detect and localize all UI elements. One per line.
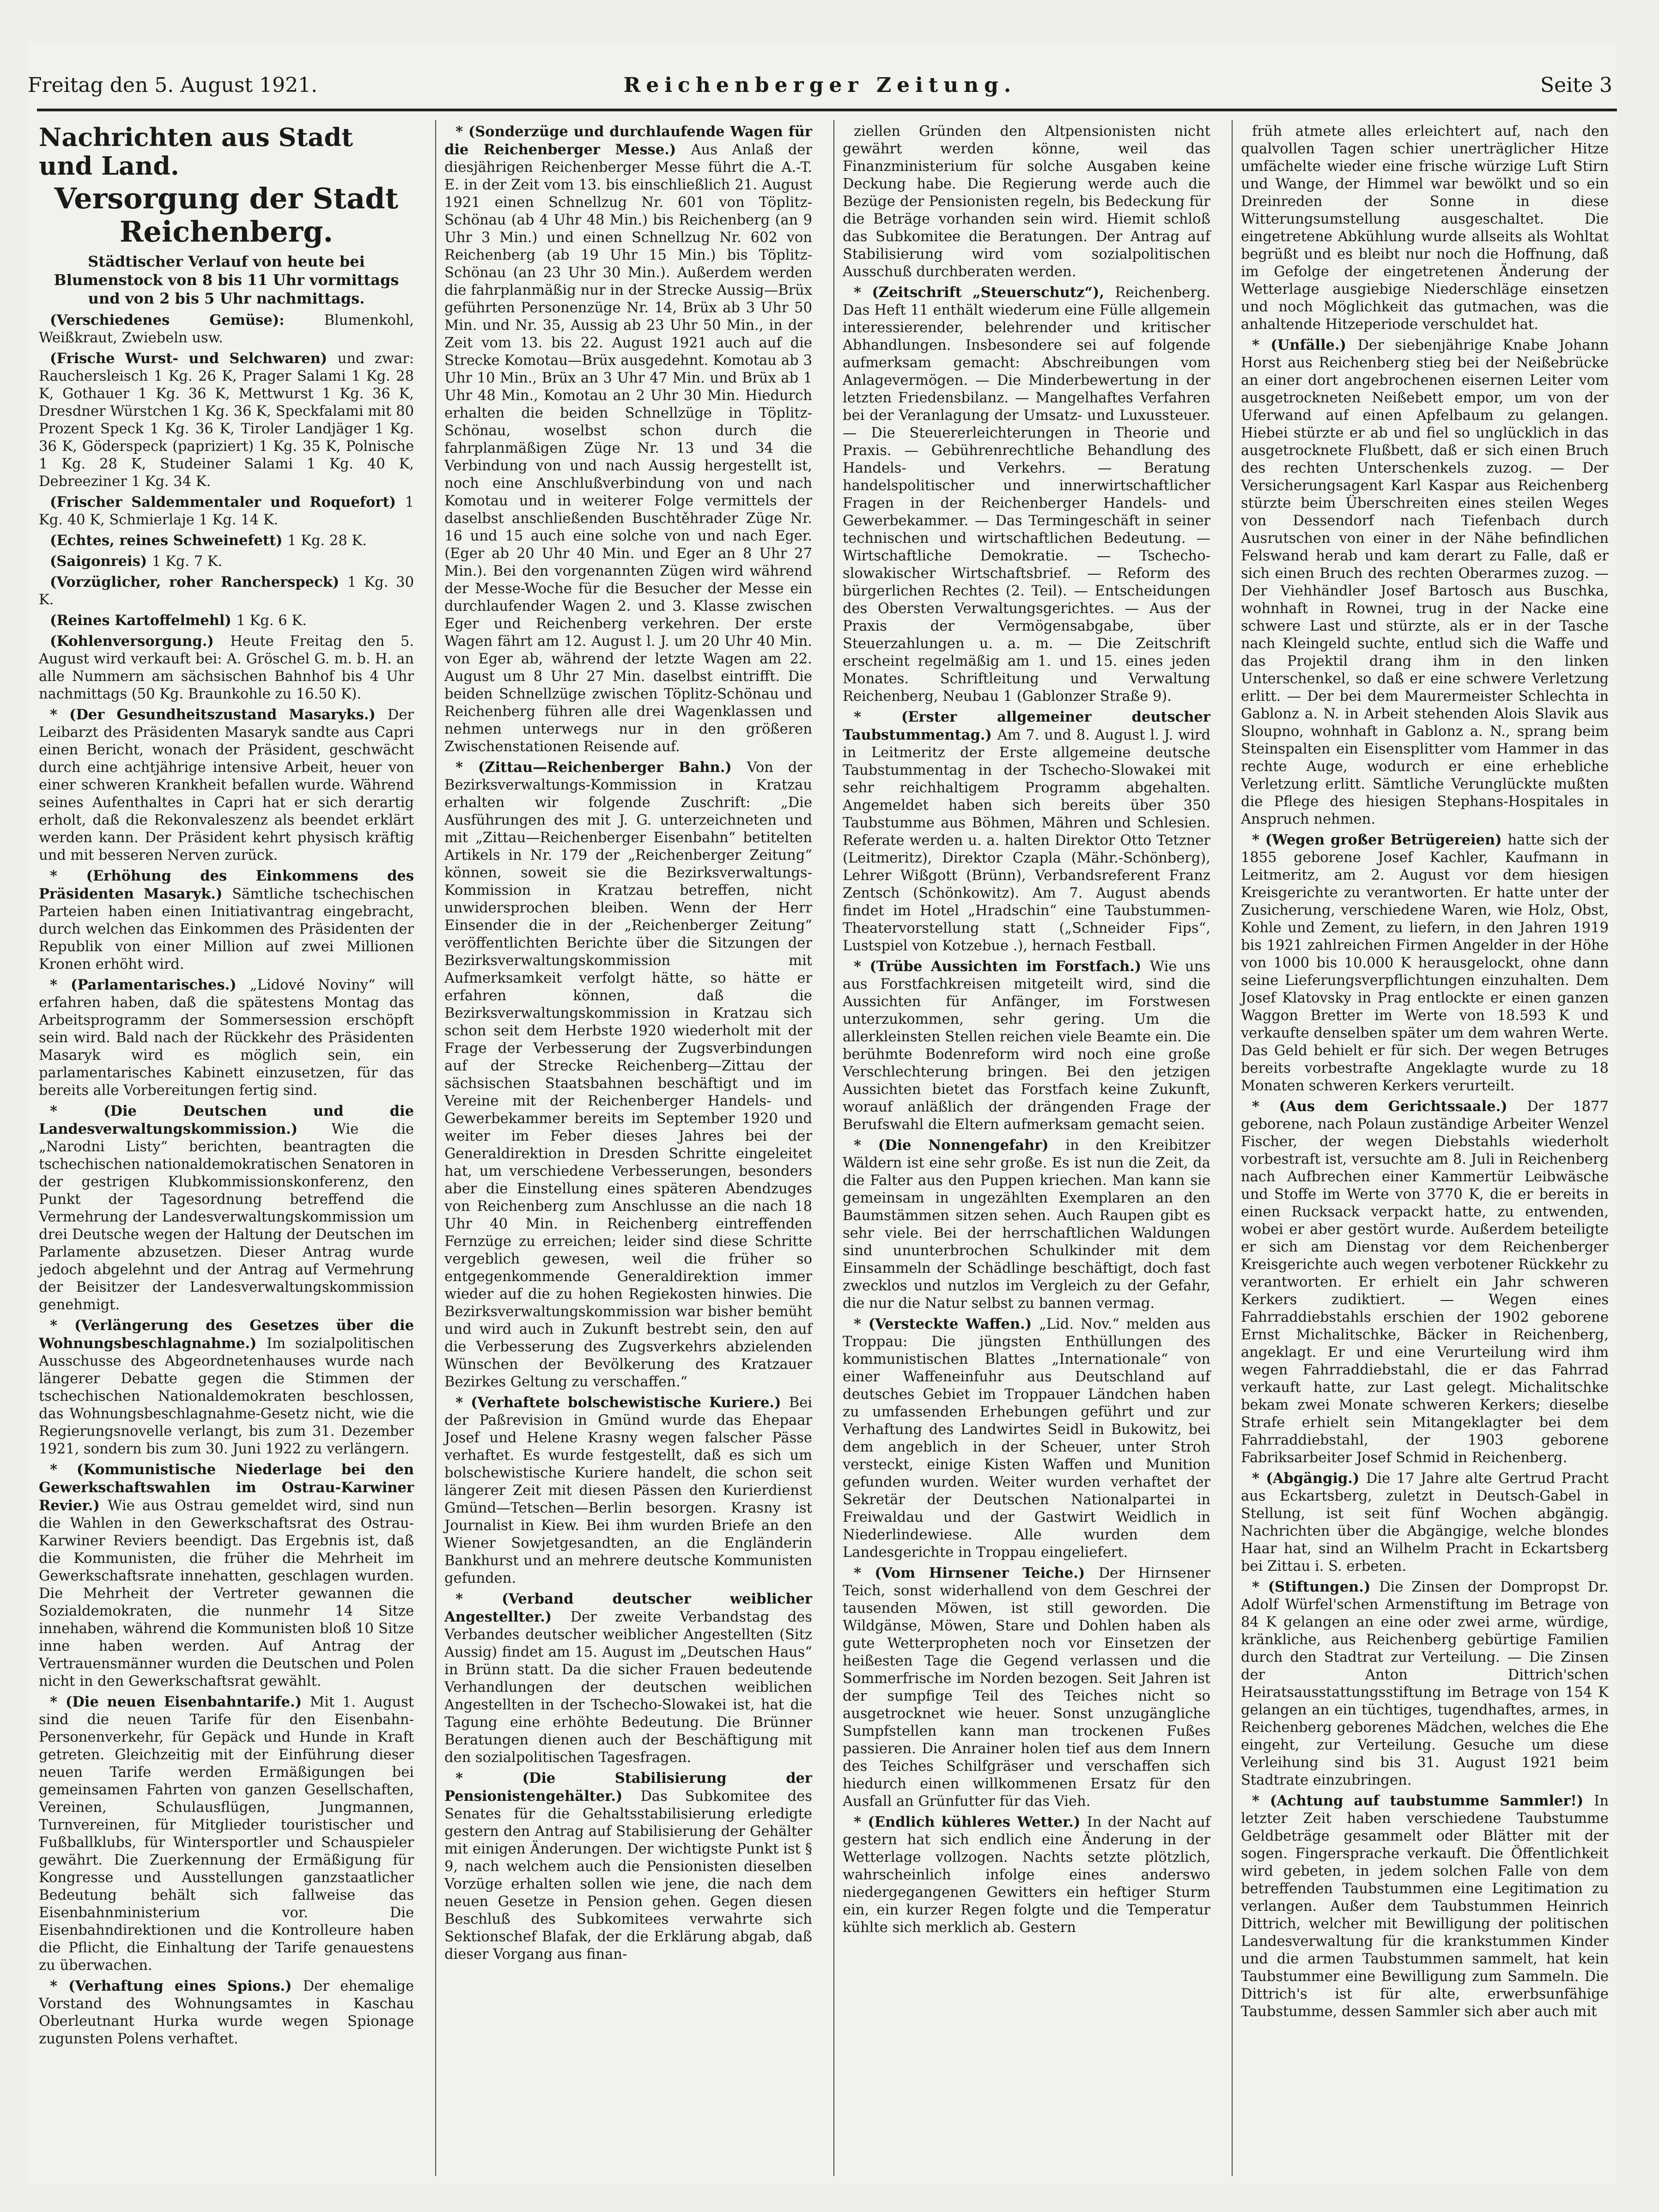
article-text: in den Kreibitzer Wäldern ist eine sehr große. Es ist nun die Zeit, da die Falter aus den Puppen kriechen. Man kann sie gemeinsam in ungezählten Exemplaren an den Baumstämmen sitzen sehen. Auch Raupen gibt es sehr viele. Bei der herrschaftlichen Waldungen sind ununterbrochen Schulkinder mit dem Einsammeln der Schädlinge beschäftigt, doch fast zwecklos und nutzlos im Vergleich zu der Gefahr, die nur die Natur selbst zu bannen vermag.: [843, 1137, 1210, 1312]
article-lead: * (Wegen großer Betrügereien): [1252, 832, 1508, 848]
article-paragraph: [843, 958, 1210, 1134]
text-columns: [37, 120, 1617, 2176]
article-text: 1 Kg. 28 K.: [287, 533, 367, 549]
article-paragraph: [39, 867, 414, 973]
article-text: Bei der Paßrevision in Gmünd wurde das Ehepaar Josef und Helene Krasny wegen falscher Pässe verhaftet. Es wurde festgestellt, daß es sich um bolschewistische Kuriere handelt, die schon seit längerer Zeit mit diesen Pässen den Kurierdienst Gmünd—Tetschen—Berlin besorgen. Krasny ist Journalist in Kiew. Bei ihm wurden Briefe an den Wiener Sowjetgesandten, an die Engländerin Bankhurst und an mehrere deutsche Kommunisten gefunden.: [444, 1395, 812, 1586]
column-4: [1232, 120, 1617, 2176]
article-headline: Versorgung der Stadt Reichenberg.: [54, 182, 399, 249]
article-lead: * (Verhaftung eines Spions.): [50, 1978, 303, 1994]
section-heading: Nachrichten aus Stadt und Land.: [39, 122, 353, 181]
article-paragraph: [39, 532, 414, 550]
article-paragraph: [39, 1977, 414, 2048]
article-paragraph: [444, 123, 812, 756]
article-text: Am 7. und 8. August l. J. wird in Leitmeritz der Erste allgemeine deutsche Taubstummentag in der Tschecho-Slowakei mit sehr reichhaltigem Programm abgehalten. Angemeldet haben sich bereits über 350 Taubstumme aus Böhmen, Mähren und Schlesien. Referate werden u. a. halten Direktor Otto Tetzner (Leitmeritz), Direktor Czapla (Mähr.-Schönberg), Lehrer Wißgott (Brünn), Verbandsreferent Franz Zentsch (Schönkowitz). Am 7. August abends findet im Hotel „Hradschin“ eine Taubstummen-Theatervorstellung statt („Schneider Fips“, Lustspiel von Kotzebue .), hernach Festball.: [843, 727, 1210, 954]
article-text: Der siebenjährige Knabe Johann Horst aus Reichenberg stieg bei der Neißebrücke an einer dort angebrochenen eisernen Leiter vom ausgetrockneten Neißebett empor, um von der Uferwand auf einen Apfelbaum zu gelangen. Hiebei stürzte er ab und fiel so unglücklich in das ausgetrocknete Flußbett, daß er sich einen Bruch des rechten Unterschenkels zuzog. — Der Versicherungsagent Karl Kaspar aus Reichenberg stürzte beim Überschreiten eines steilen Weges von Dessendorf nach Tiefenbach durch Ausrutschen von einer in der Nähe befindlichen Felswand herab und kam derart zu Falle, daß er sich einen Bruch des rechten Oberarmes zuzog. — Der Viehhändler Josef Bartosch aus Buschka, wohnhaft in Rownei, trug in der Nacke eine schwere Last und stürzte, als er in der Tasche nach Kleingeld suchte, entlud sich die Waffe und das Projektil drang ihm in den linken Unterschenkel, so daß er eine schwere Verletzung erlitt. — Der bei dem Maurermeister Schlechta in Gablonz a. N. in Arbeit stehenden Alois Slavik aus Sloupno, wohnhaft in Gablonz a. N., sprang beim Steinspalten ein Eisensplitter vom Hammer in das rechte Auge, wodurch er eine erhebliche Verletzung erlitt. Sämtliche Verunglückte mußten die Pflege des hiesigen Stephans-Hospitales in Anspruch nehmen.: [1241, 337, 1609, 827]
article-paragraph: [843, 1813, 1210, 1937]
article-paragraph: [1241, 1098, 1609, 1467]
article-text: Der 1877 geborene, nach Polaun zuständige Arbeiter Wenzel Fischer, der wegen Diebstahls wiederholt vorbestraft ist, versuchte am 8. Juli in Reichenberg nach Aufbrechen einer Kammertür Leibwäsche und Stoffe im Werte von 3770 K, die er bereits in einen Rucksack verpackt hatte, zu entwenden, wobei er aber gestört wurde. Außerdem beteiligte er sich am Dienstag vor dem Reichenberger Kreisgerichte auch wegen verbotener Rückkehr zu verantworten. Er erhielt ein Jahr schweren Kerkers zudiktiert. — Wegen eines Fahrraddiebstahls erschien der 1902 geborene Ernst Michalitschke, Bäcker in Reichenberg, angeklagt. Er und eine Verurteilung wird ihm wegen Fahrraddiebstahl, die er das Fahrrad verkauft hatte, zur Last gelegt. Michalitschke bekam zwei Monate schweren Kerkers; dieselbe Strafe erhielt sein Mitangeklagter bei dem Fahrraddiebstahl, der 1903 geborene Fabriksarbeiter Josef Schmid in Reichenberg.: [1241, 1099, 1609, 1466]
article-text: In der Nacht auf gestern hat sich endlich eine Änderung in der Wetterlage vollzogen. Nachts setzte plötzlich, wahrscheinlich infolge eines anderswo niedergegangenen Gewitters ein heftiger Sturm ein, ein kurzer Regen folgte und die Temperatur kühlte sich merklich ab. Gestern: [843, 1814, 1210, 1936]
article-lead: (Vorzüglicher, roher Rancherspeck): [50, 574, 348, 590]
article-lead: * (Die Nonnengefahr): [854, 1137, 1066, 1154]
article-lead: * (Aus dem Gerichtssaale.): [1252, 1098, 1527, 1115]
article-text: Heute Freitag den 5. August wird verkauft bei: A. Gröschel G. m. b. H. an alle Nummern am sächsischen Bahnhof bis 4 Uhr nachmittags (50 Kg. Braunkohle zu 16.50 K).: [39, 633, 414, 702]
article-text: Das Subkomitee des Senates für die Gehaltsstabilisierung erledigte gestern den Antrag auf Stabilisierung der Gehälter mit einigen Änderungen. Der wichtigste Punkt ist § 9, nach welchem auch die Pensionisten dieselben Vorzüge erhalten sollen wie jene, die nach dem neuen Gesetze in Pension gehen. Gegen diesen Beschluß des Subkomitees verwahrte sich Sektionschef Blafak, der die Erklärung abgab, daß dieser Vorgang aus finan-: [444, 1788, 812, 1963]
article-text: früh atmete alles erleichtert auf, nach den qualvollen Tagen schier unerträglicher Hitze umfächelte wieder eine frische würzige Luft Stirn und Wange, der Himmel war bewölkt und so ein Dreinreden der Sonne in diese Witterungsumstellung ausgeschaltet. Die eingetretene Abkühlung wurde allseits als Wohltat begrüßt und es bleibt nur noch die Hoffnung, daß im Gefolge der eingetretenen Änderung der Wetterlage ausgiebige Niederschläge einsetzen und noch Möglichkeit das gutmachen, was die anhaltende Hitzeperiode verschuldet hat.: [1241, 123, 1609, 333]
article-lead: * (Zeitschrift „Steuerschutz“),: [854, 284, 1115, 301]
article-lead: * (Die Stabilisierung der Pensionistengehälter.): [444, 1770, 812, 1805]
article-lead: * (Kommunistische Niederlage bei den Gewerkschaftswahlen im Ostrau-Karwiner Revier.): [39, 1461, 414, 1514]
article-paragraph: [39, 706, 414, 864]
article-lead: * (Erster allgemeiner deutscher Taubstummentag.): [843, 709, 1210, 743]
header-rule: [37, 109, 1617, 111]
article-lead: (Reines Kartoffelmehl): [50, 612, 237, 629]
article-text: Blumenkohl, Weißkraut, Zwiebeln usw.: [39, 312, 414, 346]
article-paragraph: [444, 1590, 812, 1767]
article-lead: (Kohlenversorgung.): [50, 633, 231, 650]
article-text: Die Zinsen der Dompropst Dr. Adolf Würfel'schen Armenstiftung im Betrage von 84 K gelangen an eine oder zwei arme, würdige, kränkliche, aus Reichenberg gebürtige Familien durch den Stadtrat zur Verteilung. — Die Zinsen der Anton Dittrich'schen Heiratsausstattungsstiftung im Betrage von 154 K gelangen an ein tüchtiges, tugendhaftes, armes, in Reichenberg geborenes Mädchen, welches die Ehe eingeht, zur Verteilung. Gesuche um diese Verleihung sind bis 31. August 1921 beim Stadtrate einzubringen.: [1241, 1579, 1609, 1788]
article-paragraph: [1241, 1792, 1609, 2021]
article-paragraph: [1241, 831, 1609, 1095]
article-lead: * (Erhöhung des Einkommens des Präsidenten Masaryk.): [39, 868, 414, 902]
article-paragraph: [843, 1315, 1210, 1562]
article-paragraph: [1241, 1578, 1609, 1789]
article-text: Im sozialpolitischen Ausschusse des Abgeordnetenhauses wurde nach längerer Debatte gegen die Stimmen der tschechischen Nationaldemokraten beschlossen, das Wohnungsbeschlagnahme-Gesetz nicht, wie die Regierungsnovelle verlangt, bis zum 31. Dezember 1921, sondern bis zum 30. Juni 1922 zu verlängern.: [39, 1336, 414, 1457]
article-lead: * (Sonderzüge und durchlaufende Wagen für die Reichenberger Messe.): [444, 123, 812, 158]
article-paragraph: [39, 1693, 414, 1975]
article-lead: * (Die neuen Eisenbahntarife.): [50, 1694, 310, 1710]
article-text: hatte sich der 1855 geborene Josef Kachler, Kaufmann in Leitmeritz, am 2. August vor dem hiesigen Kreisgerichte zu verantworten. Er hatte unter der Zusicherung, verschiedene Waren, wie Holz, Obst, Kohle und Zement, zu liefern, in den Jahren 1919 bis 1921 zahlreichen Firmen Angelder in der Höhe von 1000 bis 10.000 K herausgelockt, ohne dann seine Lieferungsverpflichtungen einzuhalten. Dem Josef Klatovsky in Prag entlockte er einen ganzen Waggon Bretter im Werte von 18.593 K und verkaufte denselben später um dem wahren Werte. Das Geld behielt er für sich. Der wegen Betruges bereits vorbestrafte Angeklagte wurde zu 18 Monaten schweren Kerkers verurteilt.: [1241, 832, 1609, 1094]
article-text: Von der Bezirksverwaltungs-Kommission in Kratzau erhalten wir folgende Zuschrift: „Die Ausführungen des mit J. G. unterzeichneten und mit „Zittau—Reichenberger Eisenbahn“ betitelten Artikels in Nr. 179 der „Reichenberger Zeitung“ können, soweit sie die Bezirksverwaltungs-Kommission in Kratzau betreffen, nicht unwidersprochen bleiben. Wenn der Herr Einsender die in der „Reichenberger Zeitung“ veröffentlichten Berichte über die Sitzungen der Bezirksverwaltungskommission mit Aufmerksamkeit verfolgt hätte, so hätte er erfahren können, daß die Bezirksverwaltungskommission in Kratzau sich schon seit dem Herbste 1920 wiederholt mit der Frage der Verbesserung der Zugsverbindungen auf der Strecke Reichenberg—Zittau der sächsischen Staatsbahnen beschäftigt und im Vereine mit der Reichenberger Handels- und Gewerbekammer bereits im September 1920 und weiter im Feber dieses Jahres bei der Generaldirektion in Dresden Schritte eingeleitet hat, um verschiedene Verbesserungen, besonders aber die Einstellung eines späteren Abendzuges von Reichenberg zum Anschlusse an die nach 18 Uhr 40 Min. in Reichenberg eintreffenden Fernzüge zu erreichen; leider sind diese Schritte vergeblich gewesen, weil die früher so entgegenkommende Generaldirektion immer wieder auf die zu hohen Regiekosten hinwies. Die Bezirksverwaltungskommission war bisher bemüht und wird auch in Zukunft bestrebt sein, den auf die Verbesserung des Zugsverkehrs abzielenden Wünschen der Bevölkerung des Kratzauer Bezirkes Geltung zu verschaffen.“: [444, 760, 812, 1390]
article-paragraph: [843, 708, 1210, 955]
article-lead: * (Der Gesundheitszustand Masaryks.): [50, 706, 388, 723]
article-text: Sämtliche tschechischen Parteien haben einen Initiativantrag eingebracht, durch welchen das Einkommen des Präsidenten der Republik von einer Million auf zwei Millionen Kronen erhöht wird.: [39, 886, 414, 972]
article-lead: (Frischer Saldemmentaler und Roquefort): [50, 494, 405, 510]
article-paragraph: [843, 1564, 1210, 1811]
article-text: 1 Kg. 40 K, Schmierlaje 1 Kg. 14 K.: [39, 494, 414, 528]
article-paragraph: [39, 573, 414, 609]
article-text: Reichenberg. Das Heft 11 enthält wiederum eine Fülle allgemein interessierender, belehrender und kritischer Abhandlungen. Insbesondere sei auf folgende aufmerksam gemacht: Abschreibungen vom Anlagevermögen. — Die Minderbewertung in der letzten Friedensbilanz. — Mangelhaftes Verfahren bei der Veranlagung der Umsatz- und Luxussteuer. — Die Steuererleichterungen in Theorie und Praxis. — Gebührenrechtliche Behandlung des Handels- und Verkehrs. — Beratung handelspolitischer und innerwirtschaftlicher Fragen in der Reichenberger Handels- und Gewerbekammer. — Das Termingeschäft in seiner technischen und wirtschaftlichen Bedeutung. — Wirtschaftliche Demokratie. — Tschecho-slowakischer Wirtschaftsbrief. — Reform des bürgerlichen Rechtes (2. Teil). — Entscheidungen des Obersten Verwaltungsgerichtes. — Aus der Praxis der Vermögensabgabe, über Steuerzahlungen u. a. m. — Die Zeitschrift erscheint regelmäßig am 1. und 15. eines jeden Monates. Schriftleitung und Verwaltung Reichenberg, Neubau 1 (Gablonzer Straße 9).: [843, 285, 1210, 705]
article-paragraph: [1241, 1470, 1609, 1575]
article-paragraph: [39, 493, 414, 529]
article-lead: * (Stiftungen.): [1252, 1579, 1379, 1595]
article-lead: * (Unfälle.): [1252, 337, 1358, 353]
page-number: Seite 3: [1540, 73, 1612, 97]
article-lead: * (Achtung auf taubstumme Sammler!): [1252, 1793, 1594, 1809]
article-text: „Lid. Nov.“ melden aus Troppau: Die jüngsten Enthüllungen des kommunistischen Blattes „Internationale“ von einer Waffeneinfuhr aus Deutschland auf deutsches Gebiet im Troppauer Ländchen haben zu umfassenden Erhebungen geführt und zur Verhaftung des Landwirtes Seidl in Bukowitz, bei dem angeblich in der Scheuer, unter Stroh versteckt, einige Kisten Waffen und Munition gefunden wurden. Weiter wurden verhaftet der Sekretär der Deutschen Nationalpartei in Freiwaldau und der Gastwirt Weidlich in Niederlindewiese. Alle wurden dem Landesgerichte in Troppau eingeliefert.: [843, 1316, 1210, 1561]
column-1: [37, 120, 422, 2176]
article-lead: * (Abgängig.): [1252, 1470, 1366, 1487]
article-paragraph: [843, 123, 1210, 281]
article-text: Der Hirnsener Teich, sonst widerhallend von dem Geschrei der tausenden Möwen, ist still geworden. Die Wildgänse, Möwen, Stare und Dohlen haben als gute Wetterpropheten noch vor Einsetzen der heißesten Tage die Gegend verlassen und die Sommerfrische im Norden bezogen. Seit Jahren ist der sumpfige Teil des Teiches nicht so ausgetrocknet wie heuer. Sonst unzugängliche Sumpfstellen kann man trockenen Fußes passieren. Die Anrainer holen tief aus dem Innern des Teiches Schilfgräser und verschaffen sich hiedurch einen willkommenen Ersatz für den Ausfall an Grünfutter für das Vieh.: [843, 1565, 1210, 1810]
article-text: Der ehemalige Vorstand des Wohnungsamtes in Kaschau Oberleutnant Hurka wurde wegen Spionage zugunsten Polens verhaftet.: [39, 1978, 414, 2047]
article-paragraph: [39, 632, 414, 703]
article-lead: * (Zittau—Reichenberger Bahn.): [456, 759, 747, 776]
article-paragraph: [39, 311, 414, 347]
article-lead: * (Verlängerung des Gesetzes über die Wohnungsbeschlagnahme.): [39, 1317, 414, 1352]
article-paragraph: [1241, 336, 1609, 828]
article-lead: * (Trübe Aussichten im Forstfach.): [854, 958, 1150, 975]
article-lead: (Verschiedenes Gemüse):: [50, 312, 324, 328]
article-lead: (Saigonreis): [50, 553, 152, 570]
article-lead: (Frische Wurst- und Selchwaren): [50, 350, 338, 367]
article-paragraph: [39, 976, 414, 1100]
article-lead: * (Versteckte Waffen.): [854, 1316, 1039, 1332]
issue-date: Freitag den 5. August 1921.: [28, 73, 318, 97]
column-2: [435, 120, 820, 2176]
article-text: 1 Kg. 6 K.: [236, 613, 307, 629]
article-text: 1 Kg. 7 K.: [152, 553, 223, 570]
article-text: Wie die „Narodni Listy“ berichten, beantragten die tschechischen nationaldemokratischen Senatoren in der gestrigen Klubkommissionskonferenz, den Punkt der Tagesordnung betreffend die Vermehrung der Landesverwaltungskommission um drei Deutsche wegen der Haltung der Deutschen im Parlamente abzusetzen. Dieser Antrag wurde jedoch abgelehnt und der Antrag auf Vermehrung der Beisitzer der Landesverwaltungskommission genehmigt.: [39, 1121, 414, 1313]
article-text: „Lidové Noviny“ will erfahren haben, daß die spätestens Montag das Arbeitsprogramm der Sommersession erschöpft sein wird. Bald nach der Rückkehr des Präsidenten Masaryk wird es möglich sein, ein parlamentarisches Kabinett einzusetzen, für das bereits alle Vorbereitungen fertig sind.: [39, 977, 414, 1099]
article-paragraph: [1241, 123, 1609, 334]
article-lead: * (Verhaftete bolschewistische Kuriere.): [456, 1394, 789, 1411]
article-paragraph: [39, 350, 414, 491]
article-paragraph: [39, 553, 414, 571]
article-text: In letzter Zeit haben verschiedene Taubstumme Geldbeträge gesammelt oder Blätter mit der sogen. Fingersprache verkauft. Die Öffentlichkeit wird gebeten, in jedem solchen Falle von dem betreffenden Taubstummen eine Legitimation zu verlangen. Außer dem Taubstummen Heinrich Dittrich, welcher mit Bewilligung der politischen Landesverwaltung für die krankstummen Kinder und die armen Taubstummen sammelt, hat kein Taubstummer eine Bewilligung zum Sammeln. Die Dittrich's ist für alte, erwerbsunfähige Taubstumme, dessen Sammler sich aber auch mit: [1241, 1793, 1609, 2020]
article-lead: * (Parlamentarisches.): [50, 977, 250, 993]
article-text: 1 Kg. 30 K.: [39, 574, 414, 608]
article-paragraph: [444, 1769, 812, 1963]
article-text: Der zweite Verbandstag des Verbandes deutscher weiblicher Angestellten (Sitz Aussig) findet am 15. August im „Deutschen Haus“ in Brünn statt. Da die sicher Frauen bedeutende Verhandlungen der deutschen weiblichen Angestellten in der Tschecho-Slowakei ist, hat die Tagung eine erhöhte Bedeutung. Die Brünner Beratungen dienen auch der Beschäftigung mit den sozialpolitischen Tagesfragen.: [444, 1609, 812, 1766]
article-lead: (Echtes, reines Schweinefett): [50, 532, 288, 549]
article-lead: * (Vom Hirnsener Teiche.): [854, 1565, 1099, 1581]
article-text: und zwar: Rauchersleisch 1 Kg. 26 K, Prager Salami 1 Kg. 28 K, Gothauer 1 Kg. 36 K, Mettwurst 1 Kg. 36 K, Dresdner Würstchen 1 Kg. 36 K, Speckfalami mit 80 Prozent Speck 1 Kg. 36 K, Tiroler Landjäger 1 Kg. 36 K, Göderspeck (papriziert) 1 Kg. 35 K, Polnische 1 Kg. 28 K, Studeiner Salami 1 Kg. 40 K, Debreeziner 1 Kg. 34 K.: [39, 351, 414, 490]
article-text: Die 17 Jahre alte Gertrud Pracht aus Eckartsberg, zuletzt in Deutsch-Gabel in Stellung, ist seit fünf Wochen abgängig. Nachrichten über die Abgängige, welche blondes Haar hat, sind an Wilhelm Pracht in Eckartsberg bei Zittau i. S. erbeten.: [1241, 1471, 1609, 1574]
article-text: ziellen Gründen den Altpensionisten nicht gewährt werden könne, weil das Finanzministerium für solche Ausgaben keine Deckung habe. Die Regierung werde auch die Bezüge der Pensionisten regeln, bis Bedeckung für die Beträge vorhanden sein wird. Hiemit schloß das Subkomitee die Beratungen. Der Antrag auf Stabilisierung wird vom sozialpolitischen Ausschuß durchberaten werden.: [843, 123, 1210, 280]
article-paragraph: [444, 1394, 812, 1587]
article-text: Wie aus Ostrau gemeldet wird, sind nun die Wahlen in den Gewerkschaftsrat des Ostrau-Karwiner Reviers beendigt. Das Ergebnis ist, daß die Kommunisten, die früher die Mehrheit im Gewerkschaftsrate innehatten, geschlagen wurden. Die Mehrheit der Vertreter gewannen die Sozialdemokraten, die nunmehr 14 Sitze innehaben, während die Kommunisten bloß 10 Sitze inne haben werden. Auf Antrag der Vertrauensmänner wurden die Deutschen und Polen nicht in den Gewerkschaftsrat gewählt.: [39, 1498, 414, 1689]
newspaper-title: Reichenberger Zeitung.: [623, 73, 1017, 97]
article-paragraph: [843, 284, 1210, 705]
article-text: Der Leibarzt des Präsidenten Masaryk sandte aus Capri einen Bericht, wonach der Präsident, geschwächt durch eine achtjährige intensive Arbeit, heuer von einer schweren Krankheit befallen wurde. Während seines Aufenthaltes in Capri hat er sich derartig erholt, daß die Rekonvaleszenz als beendet erklärt werden kann. Der Präsident kehrt physisch kräftig und mit besseren Nerven zurück.: [39, 707, 414, 863]
article-lead: * (Die Deutschen und die Landesverwaltungskommission.): [39, 1103, 414, 1137]
article-text: Aus Anlaß der diesjährigen Reichenberger Messe führt die A.-T. E. in der Zeit vom 13. bis einschließlich 21. August 1921 einen Schnellzug Nr. 601 von Töplitz-Schönau (ab 4 Uhr 48 Min.) bis Reichenberg (an 9 Uhr 3 Min.) und einen Schnellzug Nr. 602 von Reichenberg (ab 19 Uhr 15 Min.) bis Töplitz-Schönau (an 23 Uhr 30 Min.). Außerdem werden die fahrplanmäßig nur in der Strecke Aussig—Brüx geführten Personenzüge Nr. 14, Brüx ab 3 Uhr 50 Min. und Nr. 35, Aussig ab 23 Uhr 50 Min., in der Zeit vom 13. bis 22. August 1921 auch auf die Strecke Komotau—Brüx ausgedehnt. Komotau ab 3 Uhr 10 Min., Brüx an 3 Uhr 47 Min. und Brüx ab 1 Uhr 48 Min., Komotau an 2 Uhr 30 Min. Hiedurch erhalten die beiden Schnellzüge in Töplitz-Schönau, woselbst schon durch die fahrplanmäßigen Züge Nr. 13 und 34 die Verbindung von und nach Aussig hergestellt ist, noch eine Anschlußverbindung von und nach Komotau und in weiterer Folge vermittels der daselbst anschließenden Buschtěhrader Züge Nr. 16 und 15 auch eine solche von und nach Eger. (Eger ab 20 Uhr 40 Min. und Eger an 8 Uhr 27 Min.). Bei den vorgenannten Zügen wird während der Messe-Woche für die Besucher der Messe ein durchlaufender Wagen 2. und 3. Klasse zwischen Eger und Reichenberg verkehren. Der erste Wagen fährt am 12. August l. J. um 20 Uhr 40 Min. von Eger ab, während der letzte Wagen am 22. August um 8 Uhr 27 Min. daselbst eintrifft. Die beiden Schnellzüge zwischen Töplitz-Schönau und Reichenberg führen alle drei Wagenklassen und nehmen unterwegs nur in den größeren Zwischenstationen Reisende auf.: [444, 142, 812, 755]
article-lead: * (Endlich kühleres Wetter.): [854, 1814, 1087, 1830]
article-lead: * (Verband deutscher weiblicher Angestellter.): [444, 1591, 812, 1625]
article-paragraph: [444, 759, 812, 1391]
page-header: [28, 69, 1612, 102]
article-text: Wie uns aus Forstfachkreisen mitgeteilt wird, sind die Aussichten für Anfänger, im Forstwesen unterzukommen, sehr gering. Um die allerkleinsten Stellen reichen viele Beamte ein. Die berühmte Bodenreform wird noch eine große Verschlechterung bringen. Bei den jetzigen Aussichten bietet das Forstfach keine Zukunft, worauf anläßlich der drängenden Frage der Berufswahl die Eltern aufmerksam gemacht seien.: [843, 959, 1210, 1133]
article-paragraph: [843, 1136, 1210, 1313]
article-paragraph: [39, 1461, 414, 1690]
article-text: Mit 1. August sind die neuen Tarife für den Eisenbahn-Personenverkehr, für Gepäck und Hunde in Kraft getreten. Gleichzeitig mit der Einführung dieser neuen Tarife werden Ermäßigungen bei gemeinsamen Fahrten von ganzen Gesellschaften, Vereinen, Schulausflügen, Jungmannen, Turnvereinen, für Mitglieder touristischer und Fußballklubs, für Wintersportler und Schauspieler gewährt. Die Zuerkennung der Ermäßigung für Kongresse und Ausstellungen ganzstaatlicher Bedeutung behält sich fallweise das Eisenbahnministerium vor. Die Eisenbahndirektionen und die Kontrolleure haben die Pflicht, die Einhaltung der Tarife genauestens zu überwachen.: [39, 1694, 414, 1974]
article-paragraph: [39, 1317, 414, 1458]
article-paragraph: [39, 612, 414, 630]
article-note: Städtischer Verlauf von heute bei Blumenstock von 8 bis 11 Uhr vormittags und von 2 bis 5 Uhr nachmittags.: [54, 253, 399, 307]
column-3: [833, 120, 1219, 2176]
article-paragraph: [39, 1102, 414, 1314]
